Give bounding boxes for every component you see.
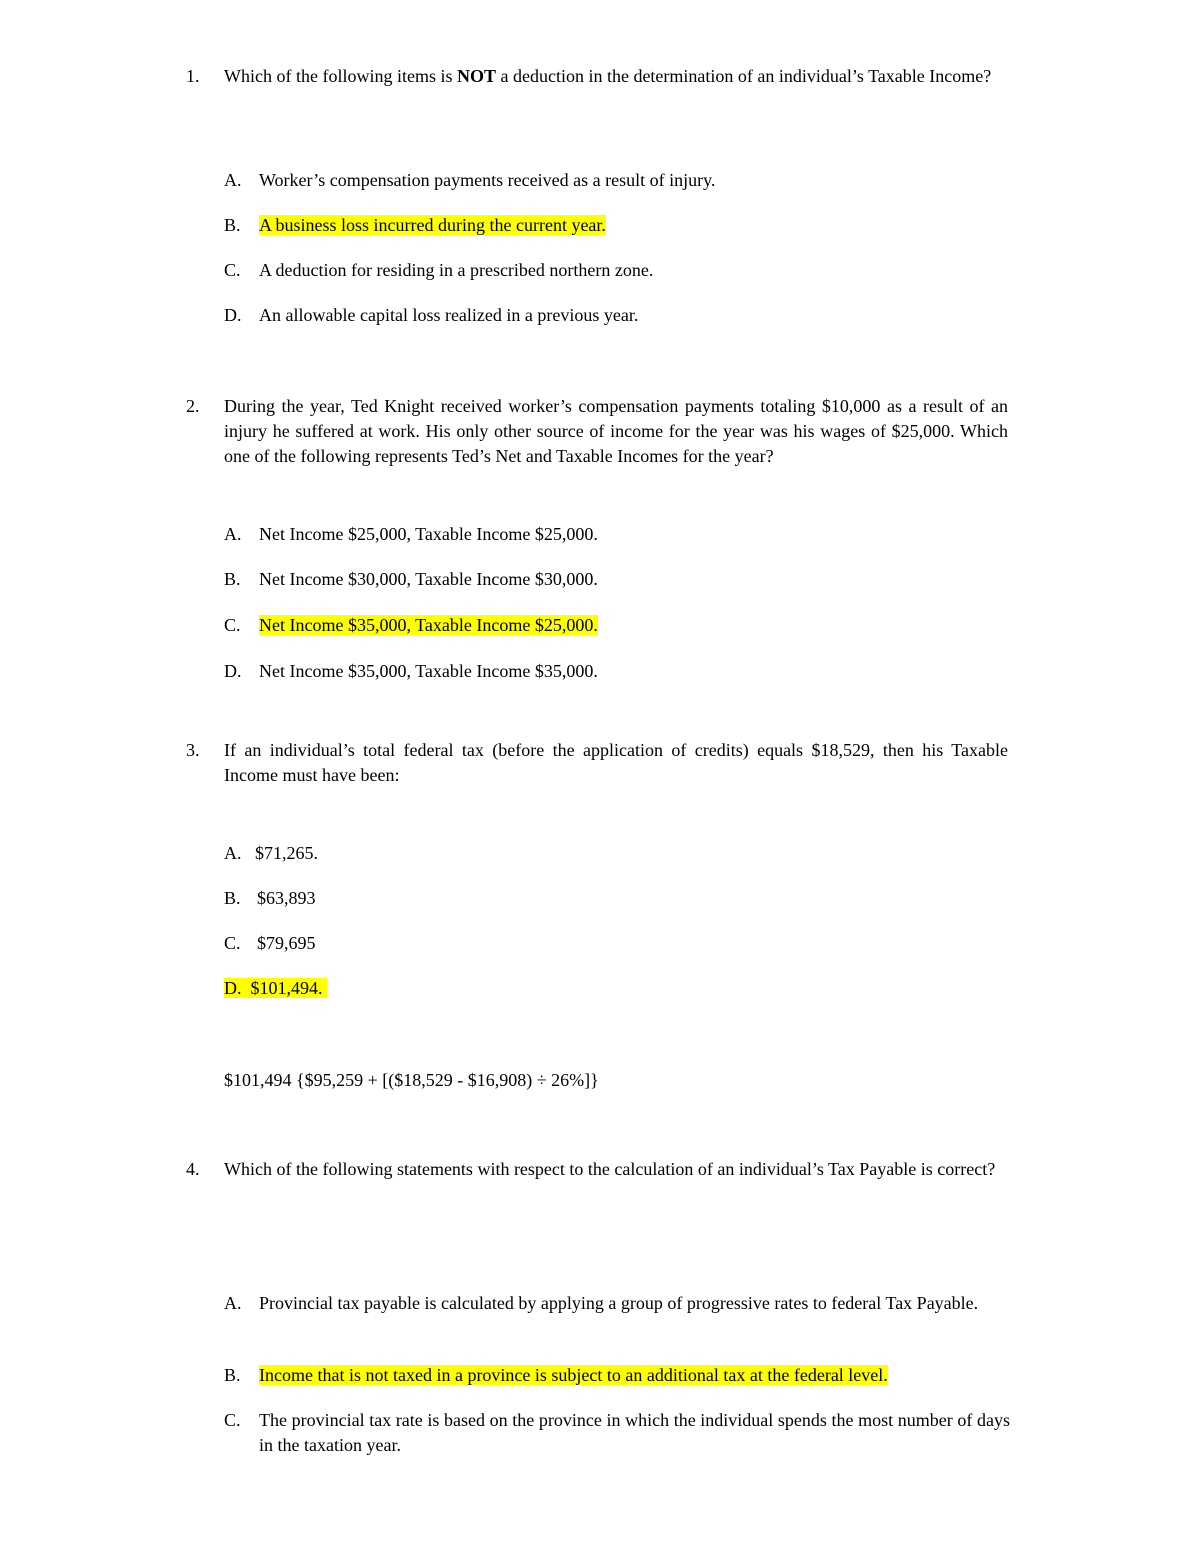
question-text: During the year, Ted Knight received worker’s compensation payments totaling $10,000 as a result of an injury he suffered at work. His only other source of income for the year was his wages of $25,000. Which one of the following represents Ted’s Net and Taxable Incomes for the year?: [224, 396, 1008, 466]
option-text: $79,695: [257, 933, 316, 953]
question-text: Which of the following items is NOT a deduction in the determination of an individual’s Taxable Income?: [224, 66, 992, 86]
option-letter: A.: [224, 170, 242, 190]
question-3-working: $101,494 {$95,259 + [($18,529 - $16,908) ÷ 26%]}: [224, 1070, 599, 1090]
option-letter: B.: [224, 569, 241, 589]
option-letter: D.: [224, 305, 242, 325]
option-letter: C.: [224, 933, 241, 953]
option-text: The provincial tax rate is based on the province in which the individual spends the most number of days in the taxation year.: [259, 1410, 1010, 1455]
option-text: Worker’s compensation payments received as a result of injury.: [259, 170, 716, 190]
question-text: Which of the following statements with respect to the calculation of an individual’s Tax Payable is correct?: [224, 1159, 996, 1179]
question-number: 3.: [186, 740, 200, 760]
option-text: Net Income $35,000, Taxable Income $35,000.: [259, 661, 598, 681]
question-number: 1.: [186, 66, 200, 86]
option-letter: B.: [224, 1365, 241, 1385]
question-number: 4.: [186, 1159, 200, 1179]
option-letter: A.: [224, 843, 242, 863]
option-text: Net Income $25,000, Taxable Income $25,000.: [259, 524, 598, 544]
option-letter: A.: [224, 1293, 242, 1313]
answer-highlight: [224, 978, 327, 998]
emphasis-not: NOT: [456, 66, 496, 86]
option-text: Net Income $30,000, Taxable Income $30,000.: [259, 569, 598, 589]
option-letter: B.: [224, 215, 241, 235]
option-text: $71,265.: [255, 843, 318, 863]
question-3-option-d: [224, 976, 1010, 1001]
question-number: 2.: [186, 396, 200, 416]
option-text: Provincial tax payable is calculated by applying a group of progressive rates to federal Tax Payable.: [259, 1293, 979, 1313]
option-letter: D.: [224, 661, 242, 681]
option-letter: D.: [224, 978, 242, 998]
option-text: $101,494.: [250, 978, 323, 998]
option-letter: B.: [224, 888, 241, 908]
question-text: If an individual’s total federal tax (before the application of credits) equals $18,529, then his Taxable Income must have been:: [224, 740, 1008, 785]
option-text: $63,893: [257, 888, 316, 908]
option-letter: C.: [224, 260, 241, 280]
option-letter: A.: [224, 524, 242, 544]
answer-highlight: A business loss incurred during the current year.: [259, 215, 606, 235]
option-text: A deduction for residing in a prescribed northern zone.: [259, 260, 654, 280]
answer-highlight: Income that is not taxed in a province is subject to an additional tax at the federal level.: [259, 1365, 888, 1385]
answer-highlight: Net Income $35,000, Taxable Income $25,000.: [259, 615, 598, 635]
option-letter: C.: [224, 615, 241, 635]
option-letter: C.: [224, 1410, 241, 1430]
option-text: An allowable capital loss realized in a previous year.: [259, 305, 639, 325]
